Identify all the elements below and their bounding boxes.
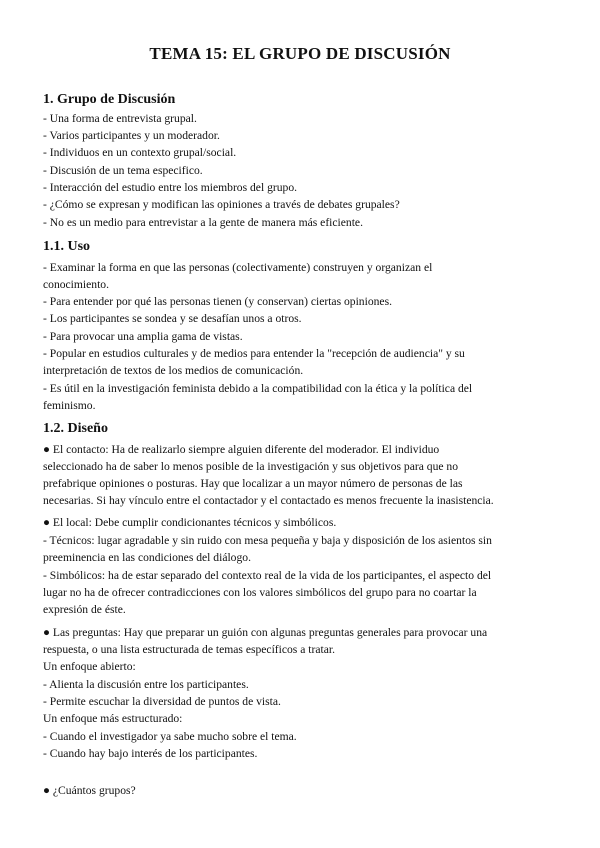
text-line: ● ¿Cuántos grupos? (43, 784, 136, 797)
text-line: - Cuando hay bajo interés de los participantes. (43, 747, 258, 760)
text-line: - Simbólicos: ha de estar separado del contexto real de la vida de los participantes, el aspecto del (43, 569, 492, 582)
text-line: - Cuando el investigador ya sabe mucho sobre el tema. (43, 730, 297, 743)
text-line: - Permite escuchar la diversidad de puntos de vista. (43, 695, 281, 708)
text-line: - Una forma de entrevista grupal. (43, 112, 197, 125)
text-line: - Técnicos: lugar agradable y sin ruido con mesa pequeña y baja y disposición de los asientos sin (43, 534, 492, 547)
text-line: necesarias. Si hay vínculo entre el contactador y el contactado es menos frecuente la inasistencia. (43, 494, 494, 507)
text-line: - ¿Cómo se expresan y modifican las opiniones a través de debates grupales? (43, 198, 400, 211)
text-line: conocimiento. (43, 278, 110, 291)
section-heading-uso: 1.1. Uso (43, 239, 91, 254)
text-line: ● El local: Debe cumplir condicionantes técnicos y simbólicos. (43, 516, 337, 529)
text-line: - Discusión de un tema especifico. (43, 164, 203, 177)
text-line: - Interacción del estudio entre los miembros del grupo. (43, 181, 298, 194)
text-line: Un enfoque abierto: (43, 660, 136, 673)
document-title: TEMA 15: EL GRUPO DE DISCUSIÓN (149, 44, 451, 63)
text-line: - Varios participantes y un moderador. (43, 129, 220, 142)
text-line: ● El contacto: Ha de realizarlo siempre alguien diferente del moderador. El individuo (43, 443, 440, 456)
text-line: - Individuos en un contexto grupal/social. (43, 146, 237, 159)
text-line: - Para entender por qué las personas tienen (y conservan) ciertas opiniones. (43, 295, 392, 308)
section-heading-grupo-discusion: 1. Grupo de Discusión (43, 92, 176, 107)
text-line: - Examinar la forma en que las personas (colectivamente) construyen y organizan el (43, 261, 433, 274)
text-line: interpretación de textos de los medios de comunicación. (43, 364, 304, 377)
text-line: - Popular en estudios culturales y de medios para entender la "recepción de audiencia" y su (43, 347, 465, 360)
text-line: - No es un medio para entrevistar a la gente de manera más eficiente. (43, 216, 363, 229)
text-line: feminismo. (43, 399, 96, 412)
text-line: prefabrique opiniones o posturas. Hay que localizar a un mayor número de personas de las (43, 477, 463, 490)
section-heading-diseno: 1.2. Diseño (43, 421, 108, 436)
text-line: Un enfoque más estructurado: (43, 712, 183, 725)
text-line: - Para provocar una amplia gama de vistas. (43, 330, 243, 343)
text-line: lugar no ha de ofrecer contradicciones con los valores simbólicos del grupo para no coartar la (43, 586, 477, 599)
text-line: preeminencia en las condiciones del diálogo. (43, 551, 251, 564)
text-line: - Es útil en la investigación feminista debido a la compatibilidad con la ética y la política del (43, 382, 473, 395)
text-line: - Los participantes se sondea y se desafían unos a otros. (43, 312, 302, 325)
text-line: ● Las preguntas: Hay que preparar un guión con algunas preguntas generales para provocar una (43, 626, 488, 639)
text-line: expresión de éste. (43, 603, 126, 616)
text-line: seleccionado ha de saber lo menos posible de la investigación y sus objetivos para que no (43, 460, 459, 473)
text-line: - Alienta la discusión entre los participantes. (43, 678, 249, 691)
text-line: respuesta, o una lista estructurada de temas específicos a tratar. (43, 643, 335, 656)
